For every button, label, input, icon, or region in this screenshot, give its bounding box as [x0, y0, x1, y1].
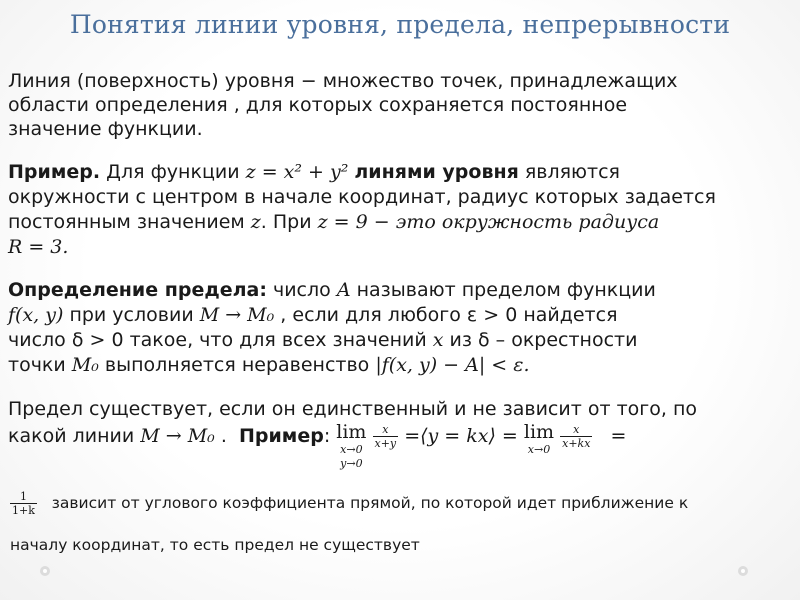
paragraph-line	[8, 211, 659, 233]
text: , если для любого ε > 0 найдется	[280, 304, 618, 326]
paragraph-line	[10, 534, 420, 556]
lim-subscript: y→0	[340, 457, 363, 470]
text: . При	[260, 211, 312, 233]
formula: z = x² + y²	[245, 161, 349, 183]
formula: =⟨y = kx⟩ =	[404, 425, 518, 447]
text: точки	[8, 354, 66, 376]
variable: z	[250, 211, 261, 233]
denominator: x+y	[374, 437, 397, 450]
paragraph-line	[8, 279, 656, 301]
formula: z = 9	[317, 211, 368, 233]
example-label: Пример	[238, 425, 324, 447]
lim-subscript: x→0	[527, 443, 551, 456]
equals-sign: =	[610, 425, 627, 447]
variable: A	[336, 279, 351, 301]
paragraph-line	[8, 398, 697, 420]
formula: M₀	[71, 354, 99, 376]
example-label: Пример.	[8, 161, 101, 183]
text: являются	[524, 161, 620, 183]
text: .	[220, 425, 227, 447]
text: значение функции.	[8, 118, 203, 140]
lim-subscript: x→0	[340, 443, 363, 456]
text: число δ > 0 такое, что для всех значений	[8, 329, 427, 351]
paragraph-line	[8, 94, 627, 116]
text: какой линии	[8, 425, 135, 447]
paragraph-line	[8, 70, 678, 92]
formula: M → M₀	[140, 425, 215, 447]
paragraph-line	[8, 118, 203, 140]
text: число	[272, 279, 331, 301]
paragraph-line	[8, 354, 530, 376]
paragraph-line	[8, 236, 68, 258]
definition-label: Определение предела:	[8, 279, 267, 301]
variable: x	[432, 329, 444, 351]
text: Предел существует, если он единственный и не зависит от того, по	[8, 398, 697, 420]
text: :	[323, 425, 331, 447]
numerator: x	[373, 423, 399, 437]
formula: R = 3.	[8, 236, 69, 258]
lim-word: lim	[523, 421, 555, 443]
text: началу координат, то есть предел не существует	[10, 536, 420, 554]
lim-word: lim	[336, 421, 367, 443]
formula: |f(x, y) − A| < ε.	[375, 354, 530, 376]
fraction	[10, 490, 37, 517]
text: постоянным значением	[8, 211, 245, 233]
text: из δ – окрестности	[449, 329, 638, 351]
paragraph-line	[8, 304, 618, 326]
text: зависит от углового коэффициента прямой, по которой идет приближение к	[51, 494, 689, 512]
formula: f(x, y)	[8, 304, 64, 326]
text: при условии	[69, 304, 194, 326]
text: области определения , для которых сохраняется постоянное	[8, 94, 628, 116]
denominator: 1+k	[12, 504, 35, 517]
fraction	[373, 423, 399, 450]
paragraph-line	[8, 161, 620, 183]
text: окружности с центром в начале координат, радиус которых задается	[8, 186, 716, 208]
paragraph-line	[8, 186, 716, 208]
text: Для функции	[106, 161, 240, 183]
decorative-dot	[40, 566, 50, 576]
numerator: 1	[10, 490, 37, 504]
paragraph-line	[10, 490, 688, 517]
limit-expression	[336, 421, 366, 471]
fraction	[560, 423, 592, 450]
text: выполняется неравенство	[104, 354, 370, 376]
paragraph-line	[8, 423, 626, 473]
italic-text: − это окружность радиуса	[373, 211, 660, 233]
decorative-dot	[738, 566, 748, 576]
slide-title: Понятия линии уровня, предела, непрерывности	[69, 10, 731, 39]
formula: M → M₀	[199, 304, 275, 326]
numerator: x	[560, 423, 592, 437]
limit-expression	[524, 421, 554, 457]
paragraph-line	[8, 329, 637, 351]
denominator: x+kx	[562, 437, 591, 450]
text: Линия (поверхность) уровня − множество точек, принадлежащих	[8, 70, 678, 92]
text: называют пределом функции	[356, 279, 656, 301]
bold-term: линями уровня	[354, 161, 519, 183]
